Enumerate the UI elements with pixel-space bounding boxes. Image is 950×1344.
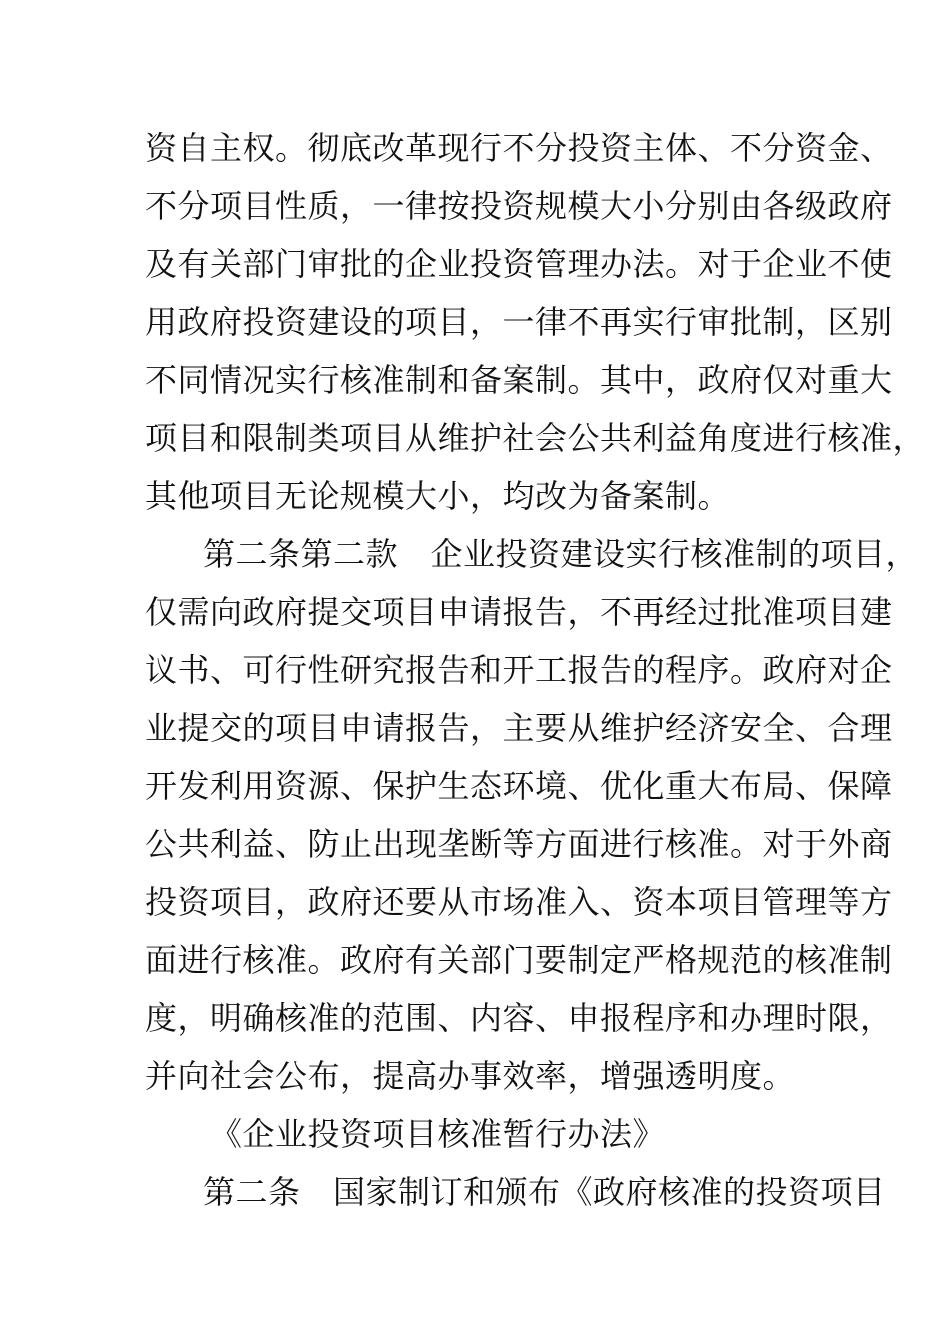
text-line: 不分项目性质，一律按投资规模大小分别由各级政府 bbox=[145, 187, 893, 225]
text-line: 开发利用资源、保护生态环境、优化重大布局、保障 bbox=[145, 767, 893, 805]
text-line: 及有关部门审批的企业投资管理办法。对于企业不使 bbox=[145, 245, 893, 283]
paragraph-start-line: 第二条 国家制订和颁布《政府核准的投资项目 bbox=[203, 1173, 886, 1211]
text-line: 度，明确核准的范围、内容、申报程序和办理时限， bbox=[145, 999, 893, 1037]
text-line: 仅需向政府提交项目申请报告，不再经过批准项目建 bbox=[145, 593, 893, 631]
text-line: 项目和限制类项目从维护社会公共利益角度进行核准， bbox=[145, 419, 926, 457]
text-line: 投资项目，政府还要从市场准入、资本项目管理等方 bbox=[145, 883, 893, 921]
text-line: 其他项目无论规模大小，均改为备案制。 bbox=[145, 477, 731, 515]
paragraph-start-line: 第二条第二款 企业投资建设实行核准制的项目， bbox=[203, 535, 919, 573]
text-line: 议书、可行性研究报告和开工报告的程序。政府对企 bbox=[145, 651, 893, 689]
text-line: 不同情况实行核准制和备案制。其中，政府仅对重大 bbox=[145, 361, 893, 399]
text-line: 资自主权。彻底改革现行不分投资主体、不分资金、 bbox=[145, 129, 893, 167]
text-line: 用政府投资建设的项目，一律不再实行审批制，区别 bbox=[145, 303, 893, 341]
text-line: 并向社会公布，提高办事效率，增强透明度。 bbox=[145, 1057, 796, 1095]
document-title-line: 《企业投资项目核准暂行办法》 bbox=[210, 1115, 666, 1153]
text-line: 公共利益、防止出现垄断等方面进行核准。对于外商 bbox=[145, 825, 893, 863]
text-line: 面进行核准。政府有关部门要制定严格规范的核准制 bbox=[145, 941, 893, 979]
text-line: 业提交的项目申请报告，主要从维护经济安全、合理 bbox=[145, 709, 893, 747]
